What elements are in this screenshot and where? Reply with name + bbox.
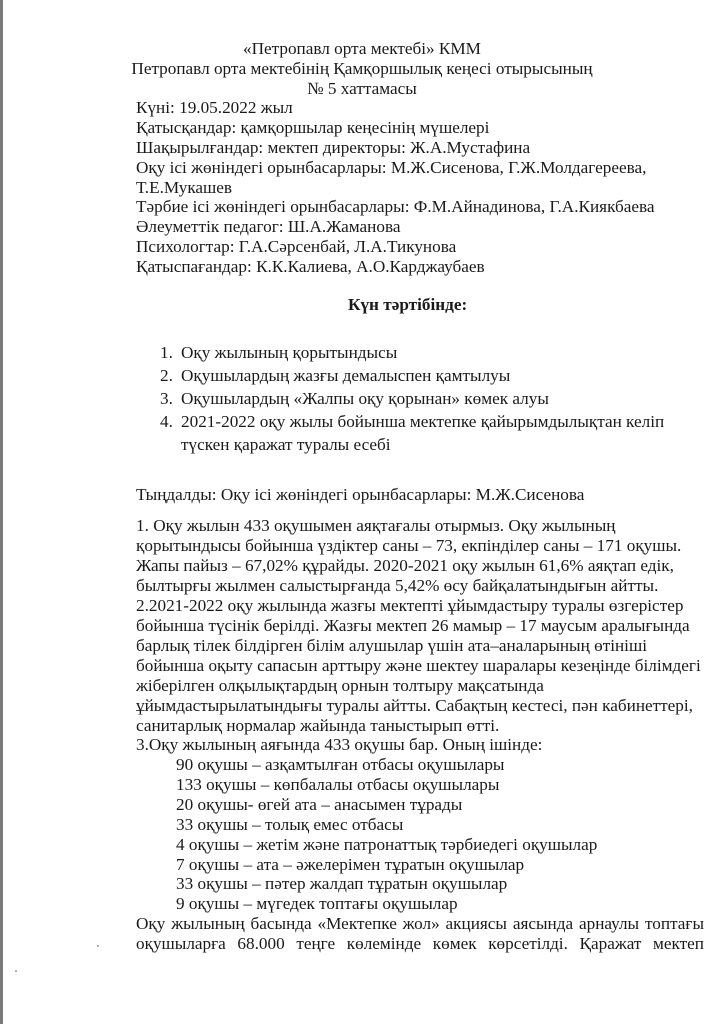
p4-line: оқушыларға 68.000 теңге көлемінде көмек көрсетілді. Қаражат мектеп	[136, 934, 704, 953]
category-item: 90 оқушы – азқамтылған отбасы оқушылары	[176, 755, 505, 774]
listened-line: Тыңдалды: Оқу ісі жөніндегі орынбасарлары: М.Ж.Сисенова	[136, 485, 585, 504]
protocol-number: № 5 хаттамасы	[307, 79, 417, 98]
academic-deputies-cont: Т.Е.Мукашев	[136, 178, 233, 197]
p3-intro: 3.Оқу жылының аяғында 433 оқушы бар. Оның ішінде:	[136, 735, 543, 754]
agenda-item-number: 3.	[160, 389, 173, 408]
upbringing-deputies: Тәрбие ісі жөніндегі орынбасарлары: Ф.М.Айнадинова, Г.А.Киякбаева	[136, 197, 655, 216]
p2-line: барлық тілек білдірген білім алушылар үшін ата–аналарының өтініші	[136, 636, 647, 655]
p2-line: ұйымдастырылатындығы туралы айтты. Сабақтың кестесі, пән кабинеттері,	[136, 696, 693, 715]
agenda-heading: Күн тәртібінде:	[348, 295, 468, 314]
p2-line: жіберілген олқылықтардың орнын толтыру мақсатында	[136, 676, 544, 695]
p4-line: Оқу жылының басында «Мектепке жол» акциясы аясында арнаулы топтағы	[136, 914, 704, 933]
org-name: «Петропавл орта мектебі» КММ	[243, 39, 481, 58]
p2-line: санитарлық нормалар жайында таныстырып өтті.	[136, 716, 500, 735]
category-item: 4 оқушы – жетім және патронаттық тәрбиедегі оқушылар	[176, 835, 598, 854]
academic-deputies: Оқу ісі жөніндегі орынбасарлары: М.Ж.Сисенова, Г.Ж.Молдагереева,	[136, 158, 647, 177]
p2-line: бойынша түсінік берілді. Жазғы мектеп 26 мамыр – 17 маусым аралығында	[136, 616, 690, 635]
p1-line: қорытындысы бойынша үздіктер саны – 73, екпінділер саны – 171 оқушы.	[136, 536, 682, 555]
category-item: 7 оқушы – ата – әжелерімен тұратын оқушылар	[176, 855, 525, 874]
agenda-item-number: 4.	[160, 412, 173, 431]
scan-speck	[97, 945, 99, 947]
category-item: 33 оқушы – толық емес отбасы	[176, 815, 404, 834]
document-title: Петропавл орта мектебінің Қамқоршылық кеңесі отырысының	[131, 59, 593, 78]
p1-line: 1. Оқу жылын 433 оқушымен аяқтағалы отырмыз. Оқу жылының	[136, 516, 616, 535]
scan-speck	[15, 970, 17, 972]
agenda-item-number: 1.	[160, 343, 173, 362]
category-item: 133 оқушы – көпбалалы отбасы оқушылары	[176, 775, 500, 794]
agenda-item-text: Оқу жылының қорытындысы	[181, 343, 398, 362]
meeting-date: Күні: 19.05.2022 жыл	[136, 98, 293, 117]
category-item: 20 оқушы- өгей ата – анасымен тұрады	[176, 795, 463, 814]
agenda-item-number: 2.	[160, 366, 173, 385]
p1-line: былтырғы жылмен салыстырғанда 5,42% өсу байқалатындығын айтты.	[136, 576, 659, 595]
p2-line: бойынша оқыту сапасын арттыру және шектеу шаралары кезеңінде білімдегі	[136, 656, 701, 675]
participants: Қатысқандар: қамқоршылар кеңесінің мүшелері	[136, 118, 490, 137]
psychologists: Психологтар: Г.А.Сәрсенбай, Л.А.Тикунова	[136, 237, 457, 256]
category-item: 33 оқушы – пәтер жалдап тұратын оқушылар	[176, 874, 508, 893]
agenda-item-text: 2021-2022 оқу жылы бойынша мектепке қайырымдылықтан келіп	[181, 412, 665, 431]
absent: Қатыспағандар: К.К.Калиева, А.О.Карджаубаев	[136, 257, 485, 276]
scan-edge-line	[0, 0, 3, 1024]
agenda-item-text-cont: түскен қаражат туралы есебі	[181, 435, 391, 454]
agenda-item-text: Оқушылардың жазғы демалыспен қамтылуы	[181, 366, 511, 385]
p2-line: 2.2021-2022 оқу жылында жазғы мектепті ұйымдастыру туралы өзгерістер	[136, 596, 684, 615]
agenda-item-text: Оқушылардың «Жалпы оқу қорынан» көмек алуы	[181, 389, 549, 408]
category-item: 9 оқушы – мүгедек топтағы оқушылар	[176, 894, 458, 913]
p1-line: Жапы пайыз – 67,02% құрайды. 2020-2021 оқу жылын 61,6% аяқтап едік,	[136, 556, 674, 575]
invited: Шақырылғандар: мектеп директоры: Ж.А.Мустафина	[136, 138, 531, 157]
social-pedagogue: Әлеуметтік педагог: Ш.А.Жаманова	[136, 217, 401, 236]
